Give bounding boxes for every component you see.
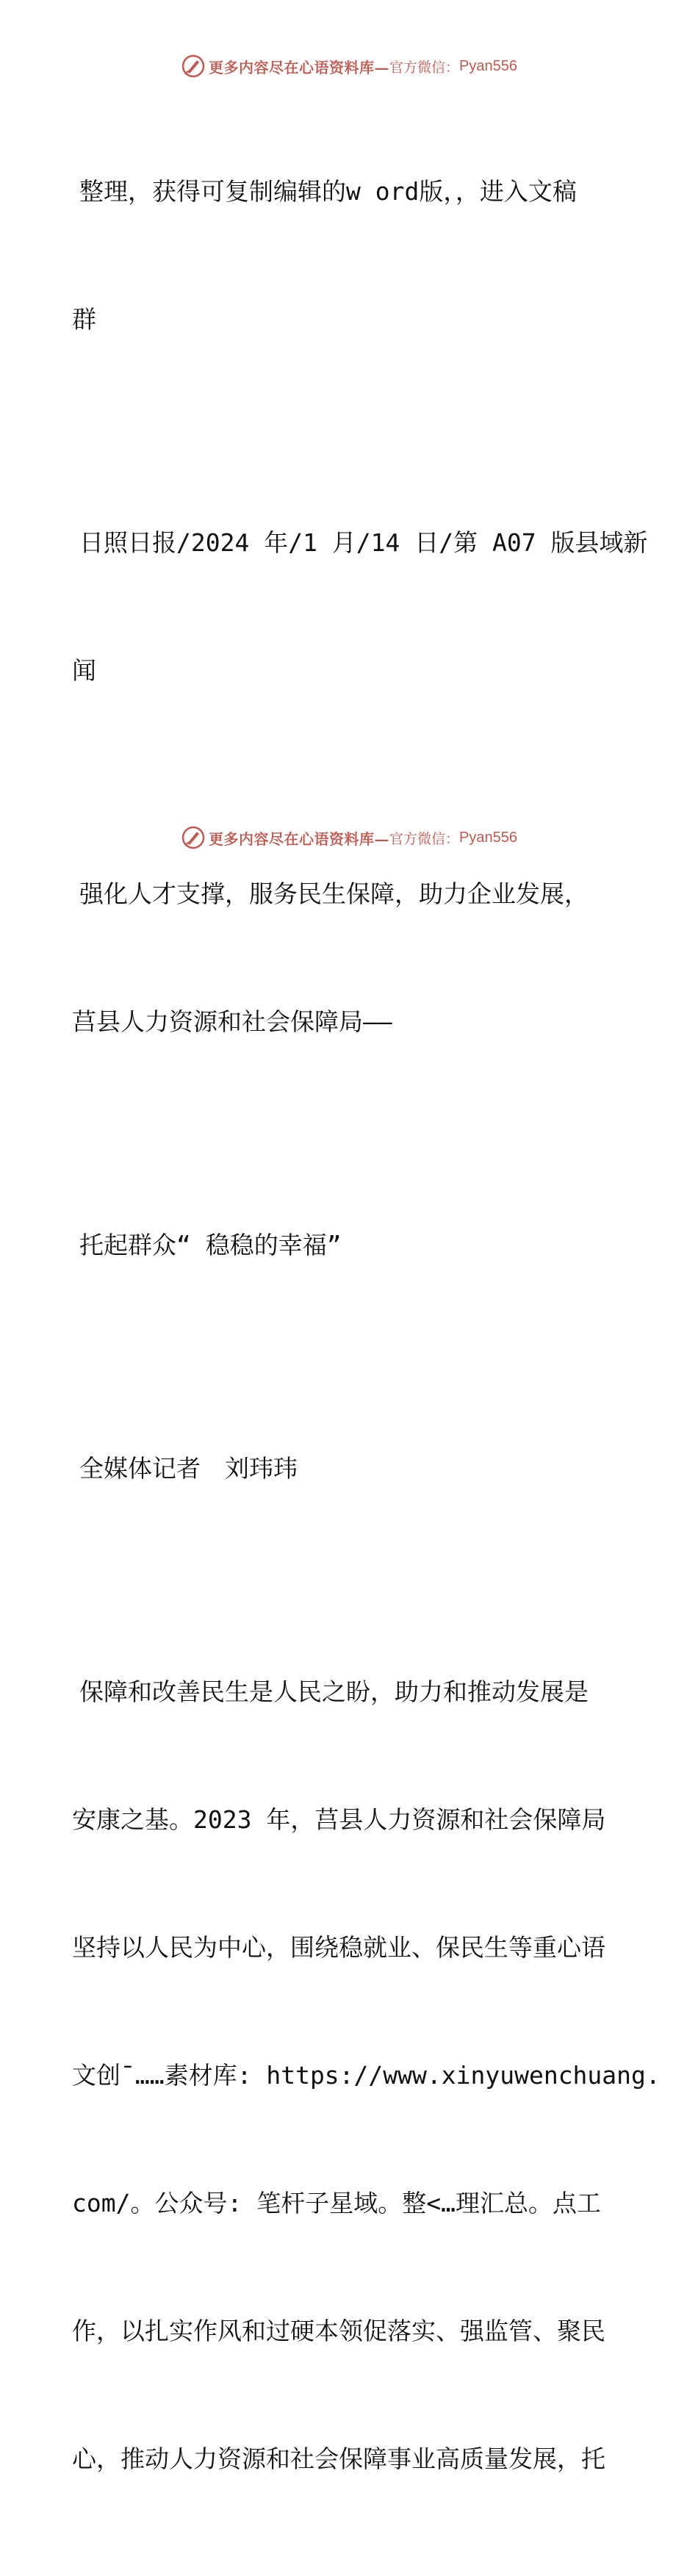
- paragraph-body: [72, 1586, 661, 2566]
- quill-seal-icon: [181, 54, 206, 79]
- text-line: com/。公众号: 笔杆子星域。整<…理汇总。点工: [72, 2189, 601, 2217]
- text-line: 闻: [72, 656, 96, 685]
- footer-wechat-label: 官方微信：: [389, 830, 460, 847]
- text-line: 保障和改善民生是人民之盼，助力和推动发展是: [79, 1677, 589, 1706]
- header-wechat-id: Pyan556: [459, 57, 517, 74]
- quill-seal-icon: [181, 825, 206, 850]
- document-body: [72, 85, 661, 2576]
- footer-wechat-id: Pyan556: [459, 829, 517, 846]
- text-line: 日照日报/2024 年/1 月/14 日/第 A07 版县域新: [79, 528, 648, 557]
- text-line: 全媒体记者 刘玮玮: [79, 1454, 298, 1483]
- header-brand-text: 更多内容尽在心语资料库—: [209, 58, 389, 76]
- paragraph-intro: [72, 85, 627, 426]
- text-line: 坚持以人民为中心，围绕稳就业、保民生等重心语: [72, 1933, 605, 1962]
- text-line: 安康之基。2023 年，莒县人力资源和社会保障局: [72, 1805, 606, 1834]
- header-wechat-label: 官方微信：: [389, 59, 460, 76]
- text-line: 作，以扎实作风和过硬本领促落实、强监管、聚民: [72, 2317, 605, 2345]
- text-line: 强化人才支撑，服务民生保障，助力企业发展，: [79, 879, 589, 908]
- text-line: 托起群众“ 稳稳的幸福”: [79, 1231, 342, 1259]
- text-line: 文创¯……素材库: https://www.xinyuwenchuang.: [72, 2061, 661, 2090]
- paragraph-byline: [72, 1362, 627, 1575]
- text-line: 群: [72, 305, 96, 334]
- text-line: 心，推动人力资源和社会保障事业高质量发展，托: [72, 2444, 605, 2473]
- text-line: 整理，获得可复制编辑的w ord版，，进入文稿: [79, 177, 577, 206]
- paragraph-source: [72, 436, 648, 777]
- footer-brand-text: 更多内容尽在心语资料库—: [209, 830, 389, 848]
- footer-banner: [0, 823, 698, 852]
- header-banner: [0, 51, 698, 81]
- paragraph-title: [72, 1139, 627, 1352]
- text-line: 莒县人力资源和社会保障局——: [72, 1007, 392, 1036]
